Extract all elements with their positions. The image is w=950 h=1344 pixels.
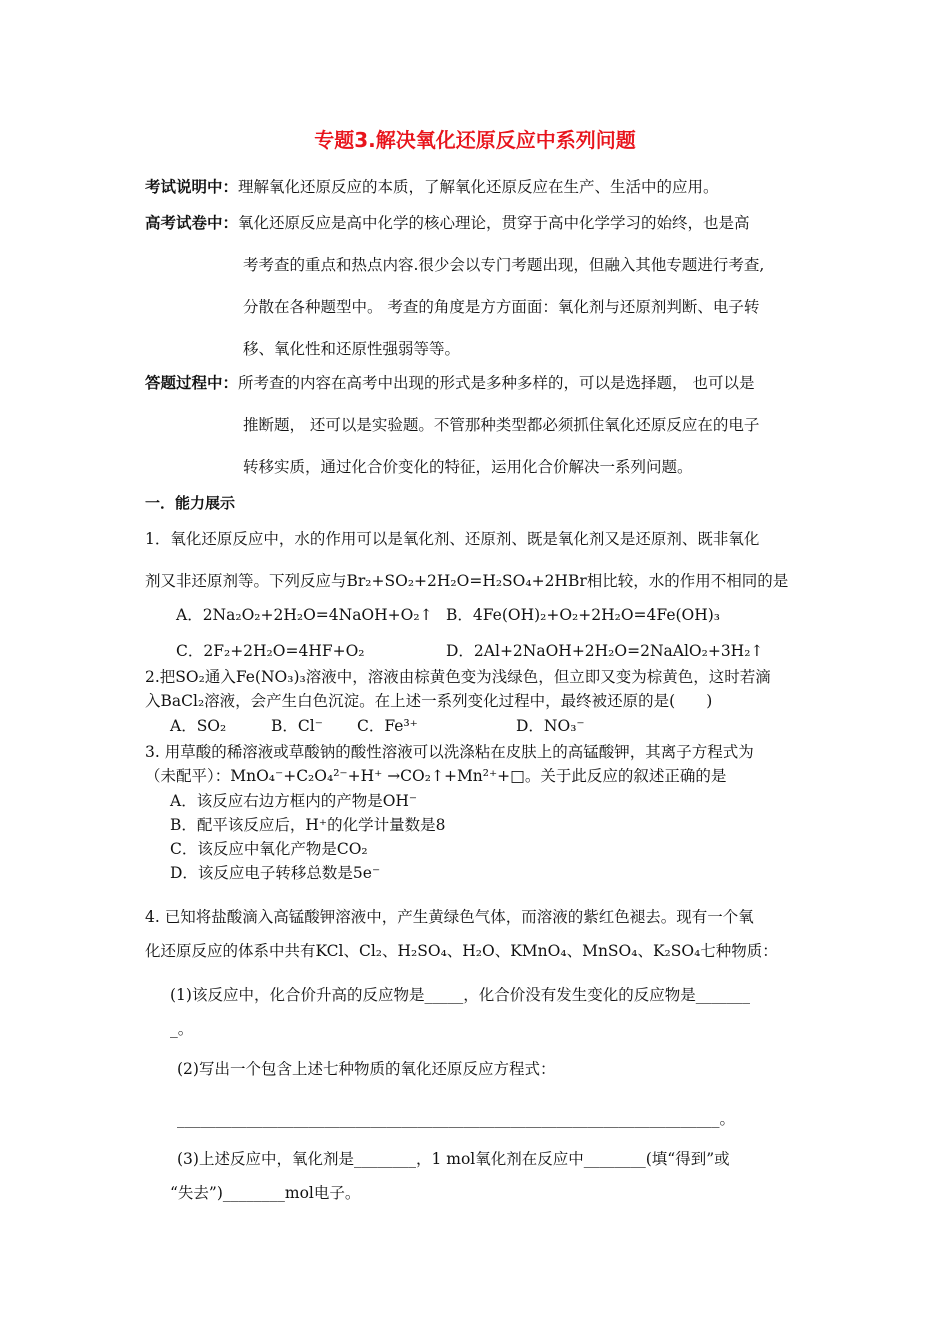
q4-part2: (2)写出一个包含上述七种物质的氧化还原反应方程式： [177,1060,556,1078]
q1-stem: 1．氧化还原反应中，水的作用可以是氧化剂、还原剂、既是氧化剂又是还原剂、既非氧化 [145,530,760,548]
gaokao-line: 氧化还原反应是高中化学的核心理论，贯穿于高中化学学习的始终，也是高 [238,214,750,232]
q2-stem: 2.把SO₂通入Fe(NO₃)₃溶液中，溶液由棕黄色变为浅绿色，但立即又变为棕黄色，这时若滴 [145,668,771,686]
q1-stem: 剂又非还原剂等。下列反应与Br₂+SO₂+2H₂O=H₂SO₄+2HBr相比较，水的作用不相同的是 [145,572,789,590]
process-label: 答题过程中： [145,374,239,392]
q1-option-a: A．2Na₂O₂+2H₂O=4NaOH+O₂↑ [176,606,433,624]
q4-part1: (1)该反应中，化合价升高的反应物是_____，化合价没有发生变化的反应物是_______ [170,986,750,1004]
q4-part1-continued: _。 [170,1020,194,1038]
q3-option-b: B．配平该反应后，H⁺的化学计量数是8 [170,816,446,834]
q2-option-b: B．Cl⁻ [271,717,323,735]
process-line: 所考查的内容在高考中出现的形式是多种多样的，可以是选择题， 也可以是 [238,374,755,392]
q4-part2-answer-blank: ______________________________________________________________________。 [177,1110,736,1128]
q4-stem: 化还原反应的体系中共有KCl、Cl₂、H₂SO₄、H₂O、KMnO₄、MnSO₄、K₂SO₄七种物质： [145,942,778,960]
page-title: 专题3.解决氧化还原反应中系列问题 [314,128,636,152]
q1-option-d: D．2Al+2NaOH+2H₂O=2NaAlO₂+3H₂↑ [446,642,764,660]
q4-part3-continued: “失去”)________mol电子。 [170,1184,361,1202]
process-line: 转移实质，通过化合价变化的特征，运用化合价解决一系列问题。 [243,458,693,476]
gaokao-statement [145,212,750,234]
q3-option-d: D．该反应电子转移总数是5e⁻ [170,864,381,882]
q2-stem: 入BaCl₂溶液，会产生白色沉淀。在上述一系列变化过程中，最终被还原的是( ) [145,692,713,710]
q1-option-b: B．4Fe(OH)₂+O₂+2H₂O=4Fe(OH)₃ [446,606,721,624]
q4-stem: 4. 已知将盐酸滴入高锰酸钾溶液中，产生黄绿色气体，而溶液的紫红色褪去。现有一个氧 [145,908,754,926]
q2-option-c: C．Fe³⁺ [357,717,418,735]
exam-label: 考试说明中： [145,178,239,196]
section-heading: 一．能力展示 [145,494,236,512]
q3-option-c: C．该反应中氧化产物是CO₂ [170,840,368,858]
q2-option-d: D．NO₃⁻ [516,717,585,735]
q4-part3: (3)上述反应中，氧化剂是________，1 mol氧化剂在反应中________(填“得到”或 [177,1150,730,1168]
process-line: 推断题， 还可以是实验题。不管那种类型都必须抓住氧化还原反应在的电子 [243,416,760,434]
exam-text: 理解氧化还原反应的本质，了解氧化还原反应在生产、生活中的应用。 [238,178,719,196]
gaokao-label: 高考试卷中： [145,214,239,232]
q1-option-c: C．2F₂+2H₂O=4HF+O₂ [176,642,365,660]
q3-stem: （未配平）：MnO₄⁻+C₂O₄²⁻+H⁺ →CO₂↑+Mn²⁺+□。关于此反应的叙述正确的是 [145,767,727,785]
gaokao-line: 考考查的重点和热点内容.很少会以专门考题出现，但融入其他专题进行考查, [243,256,765,274]
gaokao-line: 移、氧化性和还原性强弱等等。 [243,340,461,358]
gaokao-line: 分散在各种题型中。 考查的角度是方方面面：氧化剂与还原剂判断、电子转 [243,298,760,316]
q3-option-a: A．该反应右边方框内的产物是OH⁻ [170,792,418,810]
q2-option-a: A．SO₂ [170,717,227,735]
q3-stem: 3. 用草酸的稀溶液或草酸钠的酸性溶液可以洗涤粘在皮肤上的高锰酸钾，其离子方程式为 [145,743,754,761]
process-statement [145,372,754,394]
exam-statement [145,176,719,198]
